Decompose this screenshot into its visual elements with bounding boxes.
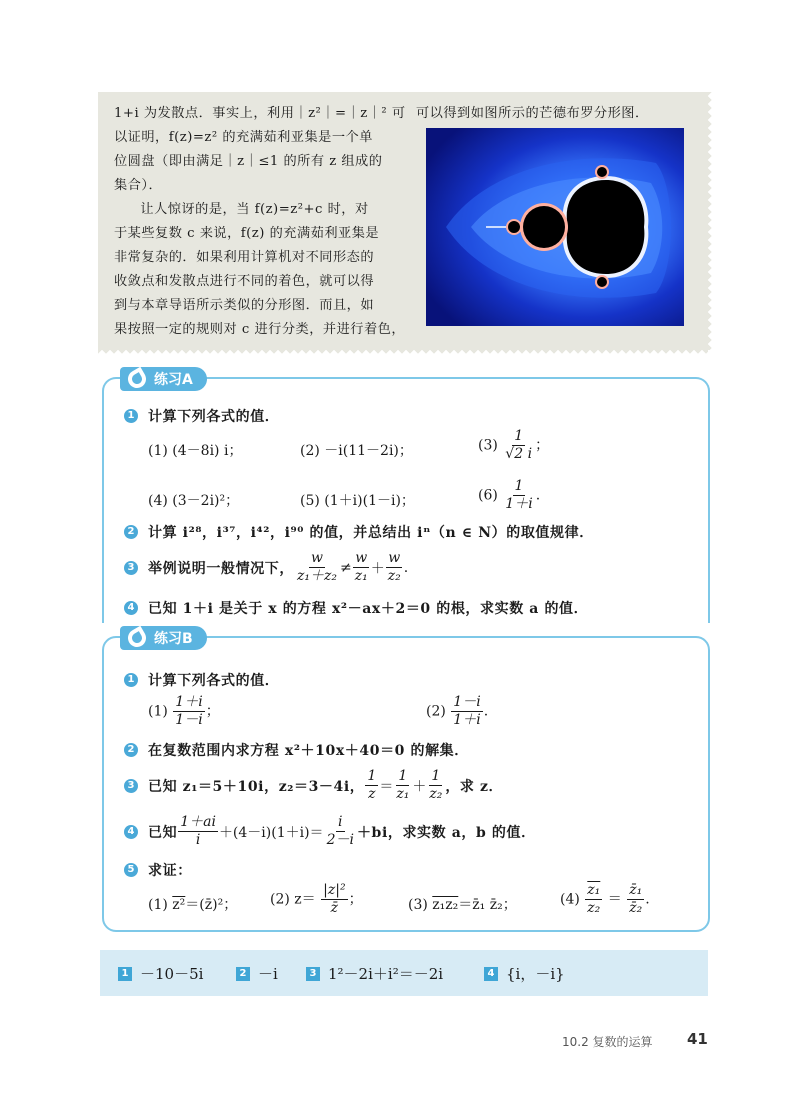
leaf-icon (125, 626, 150, 651)
answer-number: 2 (236, 967, 250, 981)
item-label: (2) (300, 443, 320, 459)
plus-sign: ＋ (412, 778, 427, 795)
fraction (451, 694, 482, 729)
exercise-a-q1 (124, 406, 279, 426)
exercise-b-item-2 (426, 694, 488, 729)
question-tail: ＋bi，求实数 a，b 的值． (356, 824, 536, 841)
question-number: 3 (124, 561, 138, 575)
question-tail: . (403, 559, 409, 576)
mandelbrot-fractal-icon (426, 128, 684, 326)
fraction-denominator: z̄₂ (629, 900, 643, 916)
fraction-denominator: z (368, 786, 376, 802)
fraction (178, 814, 218, 849)
fraction-numerator: w (388, 550, 401, 566)
expression-middle: ＋(4－i)(1＋i)＝ (218, 824, 324, 841)
exercise-b-title: 练习B (154, 631, 193, 647)
exercise-a-item-5 (300, 490, 415, 510)
fraction (394, 768, 411, 803)
exercise-a-item-2 (300, 440, 413, 460)
exercise-a-item-1 (148, 440, 242, 460)
item-label: (1) (148, 897, 168, 913)
fraction-numerator: 1＋i (175, 694, 203, 710)
proof-item-1 (148, 894, 237, 914)
fraction-denominator: 1＋i (505, 496, 533, 512)
fraction-denominator: √2 i (505, 446, 533, 462)
fraction-numerator: i (338, 814, 343, 830)
item-expr: ＝z̄₁ z̄₂； (458, 897, 517, 913)
answer-number: 1 (118, 967, 132, 981)
fraction-numerator: z₁ (587, 882, 601, 898)
item-tail: . (535, 487, 541, 504)
answer-3 (306, 963, 443, 984)
reading-box (98, 92, 708, 350)
question-number: 2 (124, 743, 138, 757)
exercise-a-item-3 (478, 428, 549, 463)
reading-right-line: 可以得到如图所示的芒德布罗分形图． (416, 106, 649, 121)
item-expr: －i(11－2i)； (324, 443, 413, 459)
conjugate-expression: z₁z₂ (432, 897, 459, 913)
reading-line: 收敛点和发散点进行不同的着色，就可以得 (114, 274, 375, 289)
proof-item-3 (408, 894, 517, 914)
item-label: (5) (300, 493, 320, 509)
reading-text (114, 102, 414, 342)
reading-line: 让人惊讶的是，当 f(z)=z²+c 时，对 (140, 202, 369, 217)
question-text: 已知 1＋i 是关于 x 的方程 x²－ax＋2＝0 的根，求实数 a 的值． (148, 601, 589, 617)
exercise-b-q2 (124, 740, 469, 760)
fraction (353, 550, 370, 585)
fraction-denominator: z₁ (396, 786, 410, 802)
mandelbrot-image (426, 128, 684, 326)
reading-line: 果按照一定的规则对 c 进行分类，并进行着色， (114, 322, 406, 337)
fraction-denominator: z₂ (429, 786, 443, 802)
item-label: (3) (478, 437, 498, 454)
question-number: 2 (124, 525, 138, 539)
fraction-numerator: 1 (431, 768, 441, 784)
exercise-a-item-6 (478, 478, 540, 513)
fraction (503, 428, 534, 463)
item-label: (2) (270, 891, 290, 908)
zigzag-border-bottom (98, 349, 708, 355)
fraction-denominator: z₂ (587, 900, 601, 916)
fraction-numerator: 1－i (453, 694, 481, 710)
exercise-b-q3 (124, 768, 503, 803)
fraction-numerator: 1 (398, 768, 408, 784)
exercise-a-tag (120, 367, 207, 391)
fraction-numerator: |z|² (323, 882, 346, 898)
answer-number: 4 (484, 967, 498, 981)
fraction (427, 768, 444, 803)
question-number: 5 (124, 863, 138, 877)
question-number: 4 (124, 601, 138, 615)
question-number: 4 (124, 825, 138, 839)
fraction-denominator: z₂ (387, 568, 401, 584)
reading-line: 位圆盘（即由满足｜z｜≤1 的所有 z 组成的 (114, 154, 383, 169)
item-expr: (1＋i)(1－i)； (324, 493, 415, 509)
reading-line: 到与本章导语所示类似的分形图．而且，如 (114, 298, 375, 313)
fraction-numerator: w (311, 550, 323, 566)
equal-sign: ＝ (379, 778, 394, 795)
item-expr: (4－8i) i； (172, 443, 243, 459)
item-tail: ； (205, 703, 220, 720)
question-text: 已知 z₁＝5＋10i，z₂＝3－4i， (148, 778, 365, 795)
question-tail: ，求 z． (445, 778, 504, 795)
reading-line: 非常复杂的．如果利用计算机对不同形态的 (114, 250, 375, 265)
exercise-a-q3 (124, 550, 408, 585)
zigzag-border-right (707, 92, 713, 350)
item-expr: z＝ (294, 891, 316, 908)
exercise-b-q1 (124, 670, 279, 690)
item-tail: . (645, 891, 650, 908)
footer-section-title: 10.2 复数的运算 (562, 1035, 653, 1049)
item-label: (2) (426, 703, 446, 720)
fraction (365, 768, 378, 803)
question-text: 计算 i²⁸，i³⁷，i⁴²，i⁹⁰ 的值，并总结出 iⁿ（n ∈ N）的取值规律． (148, 525, 594, 541)
fraction-numerator: 1 (514, 478, 524, 494)
fraction-denominator: z₁ (354, 568, 368, 584)
question-number: 3 (124, 779, 138, 793)
exercise-a-item-4 (148, 490, 239, 510)
answer-4 (484, 963, 565, 984)
question-text: 已知 (148, 824, 178, 841)
answer-strip (100, 950, 708, 996)
answer-text: －10－5i (140, 965, 204, 983)
fraction-denominator: i (195, 832, 201, 848)
reading-line: 1+i 为发散点．事实上，利用｜z²｜=｜z｜² 可 (114, 106, 406, 121)
question-text: 求证： (148, 863, 192, 879)
question-number: 1 (124, 409, 138, 423)
fraction (585, 882, 602, 917)
fraction-denominator: 2－i (326, 832, 354, 848)
reading-line: 于某些复数 c 来说，f(z) 的充满茹利亚集是 (114, 226, 380, 241)
fraction (321, 882, 347, 917)
item-label: (1) (148, 703, 168, 720)
fraction (325, 814, 356, 849)
fraction-denominator: 1＋i (453, 712, 481, 728)
item-label: (3) (408, 897, 428, 913)
exercise-a-title: 练习A (154, 372, 193, 388)
exercise-b-item-1 (148, 694, 220, 729)
item-expr: ＝(z̄)²； (185, 897, 238, 913)
page-number: 41 (687, 1030, 708, 1048)
not-equal-sign: ≠ (339, 559, 352, 576)
reading-line: 以证明，f(z)=z² 的充满茹利亚集是一个单 (114, 130, 373, 145)
leaf-icon (125, 367, 150, 392)
exercise-b-q5 (124, 860, 192, 880)
answer-text: {i，－i} (506, 965, 565, 983)
equal-sign: ＝ (607, 891, 622, 908)
fraction-denominator: 1－i (175, 712, 203, 728)
fraction-numerator: 1＋ai (180, 814, 216, 830)
fraction (173, 694, 204, 729)
item-label: (4) (148, 493, 168, 509)
question-number: 1 (124, 673, 138, 687)
answer-number: 3 (306, 967, 320, 981)
fraction (295, 550, 339, 585)
answer-1 (118, 963, 203, 984)
item-expr: (3－2i)²； (172, 493, 240, 509)
proof-item-4 (560, 882, 650, 917)
item-label: (6) (478, 487, 498, 504)
fraction (386, 550, 403, 585)
item-tail: ； (535, 437, 550, 454)
item-label: (4) (560, 891, 580, 908)
question-text: 举例说明一般情况下， (148, 560, 294, 577)
fraction-denominator: z₁＋z₂ (297, 568, 337, 584)
fraction-denominator: z̄ (330, 900, 339, 916)
item-tail: . (483, 703, 489, 720)
question-text: 计算下列各式的值． (148, 409, 280, 425)
exercise-b-q4 (124, 814, 536, 849)
question-text: 计算下列各式的值． (148, 673, 280, 689)
reading-line: 集合）． (114, 178, 163, 193)
fraction (627, 882, 644, 917)
fraction (503, 478, 534, 513)
item-tail: ； (348, 891, 363, 908)
exercise-a-q2 (124, 522, 594, 542)
answer-2 (236, 963, 278, 984)
exercise-a-q4 (124, 598, 588, 618)
fraction-numerator: w (355, 550, 368, 566)
plus-sign: ＋ (370, 560, 385, 577)
item-label: (1) (148, 443, 168, 459)
exercise-b-tag (120, 626, 207, 650)
proof-item-2 (270, 882, 363, 917)
conjugate-expression: z² (172, 897, 186, 913)
question-text: 在复数范围内求方程 x²＋10x＋40＝0 的解集． (148, 743, 469, 759)
fraction-numerator: 1 (514, 428, 524, 444)
answer-text: －i (258, 965, 278, 983)
fraction-numerator: 1 (367, 768, 377, 784)
fraction-numerator: z̄₁ (629, 882, 643, 898)
answer-text: 1²－2i＋i²＝－2i (328, 965, 444, 983)
